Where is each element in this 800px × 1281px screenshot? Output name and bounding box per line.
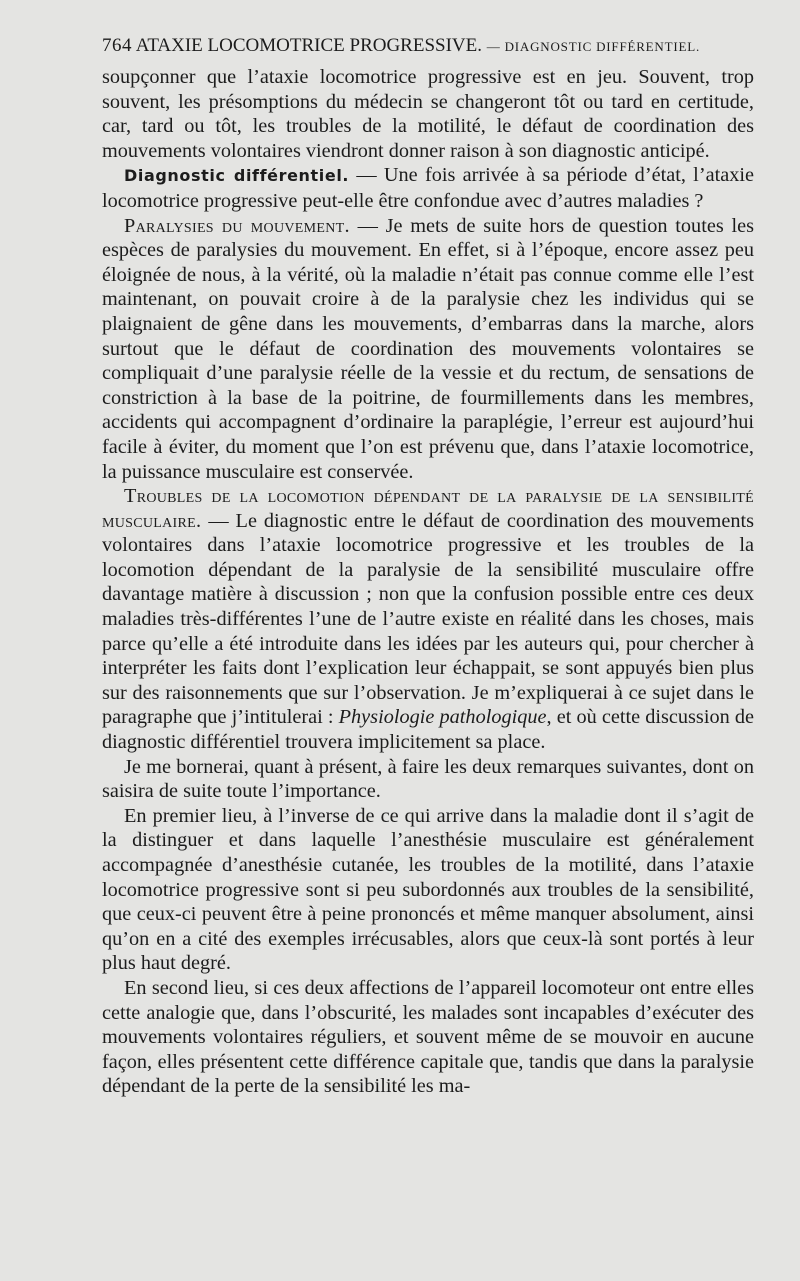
running-section: — DIAGNOSTIC DIFFÉRENTIEL. [486, 39, 701, 54]
paragraph-remarques: Je me bornerai, quant à présent, à faire les deux remarques suivantes, dont on saisira de suite toute l’importance. [102, 755, 754, 803]
subsection-heading-paralysies: Paralysies du mouvement. [124, 214, 350, 237]
paragraph-continued: soupçonner que l’ataxie locomotrice progressive est en jeu. Souvent, trop souvent, les présomptions du médecin se changeront tôt ou tard en certitude, car, tard ou tôt, les troubles de la motilité, le défaut de coordination des mouvements volontaires viendront donner raison à son diagnostic anticipé. [102, 66, 754, 162]
paragraph-troubles [102, 484, 754, 755]
paragraph-paralysies [102, 214, 754, 485]
paragraph-text: — Le diagnostic entre le défaut de coordination des mouvements volontaires dans l’ataxie locomotrice progressive et les troubles de la locomotion dépendant de la paralysie de la sensibilité musculaire offre davantage matière à discussion ; non que la confusion possible entre ces deux maladies très-différentes l’une de l’autre existe en réalité dans les choses, mais parce qu’elle a été introduite dans les idées par les auteurs qui, pour chercher à interpréter les faits dont l’explication leur échappait, se sont appuyés bien plus sur des raisonnements que sur l’observation. Je m’expliquerai à ce sujet dans le paragraphe que j’intitulerai : [102, 509, 754, 729]
section-heading-diagnostic: Diagnostic différentiel. [124, 166, 350, 186]
italic-term: Physiologie pathologique [338, 706, 547, 729]
paragraph-text: — Une fois arrivée à sa période d’état, l’ataxie locomotrice progressive peut-elle être confondue avec d’autres maladies ? [102, 164, 754, 212]
running-title: ATAXIE LOCOMOTRICE PROGRESSIVE. [135, 35, 482, 56]
running-header [102, 34, 754, 59]
paragraph-text: — Je mets de suite hors de question toutes les espèces de paralysies du mouvement. En effet, si à l’époque, encore assez peu éloignée de nous, à la vérité, où la maladie n’était pas connue comme elle l’est maintenant, on pouvait croire à de la paralysie chez les individus qui se plaignaient de gêne dans les mouvements, d’embarras dans la marche, alors surtout que le défaut de coordination des mouvements volontaires se compliquait d’une paralysie réelle de la vessie et du rectum, de sensations de constriction à la base de la poitrine, de fourmillements dans les membres, accidents qui accompagnent d’ordinaire la paraplégie, l’erreur est aujourd’hui facile à éviter, du moment que l’on est prévenu que, dans l’ataxie locomotrice, la puissance musculaire est conservée. [102, 214, 754, 483]
paragraph-diagnostic [102, 163, 754, 213]
paragraph-second-lieu: En second lieu, si ces deux affections de l’appareil locomoteur ont entre elles cette analogie que, dans l’obscurité, les malades sont incapables d’exécuter des mouvements volontaires réguliers, et souvent même de se mouvoir en aucune façon, elles présentent cette différence capitale que, tandis que dans la paralysie dépendant de la perte de la sensibilité les ma- [102, 976, 754, 1098]
paragraph-text: , et où cette discussion de diagnostic différentiel trouvera implicitement sa place. [102, 706, 754, 754]
subsection-heading-troubles: Troubles de la locomotion dépendant de la paralysie de la sensibilité musculaire. [102, 485, 754, 532]
page-number: 764 [102, 35, 132, 56]
body-text [102, 65, 754, 1099]
paragraph-premier-lieu: En premier lieu, à l’inverse de ce qui arrive dans la maladie dont il s’agit de la distinguer et dans laquelle l’anesthésie musculaire est généralement accompagnée d’anesthésie cutanée, les troubles de la motilité, dans l’ataxie locomotrice progressive sont si peu subordonnés aux troubles de la sensibilité, que ceux-ci peuvent être à peine prononcés et même manquer absolument, ainsi qu’on en a cité des exemples irrécusables, alors que ceux-là sont portés à leur plus haut degré. [102, 804, 754, 975]
